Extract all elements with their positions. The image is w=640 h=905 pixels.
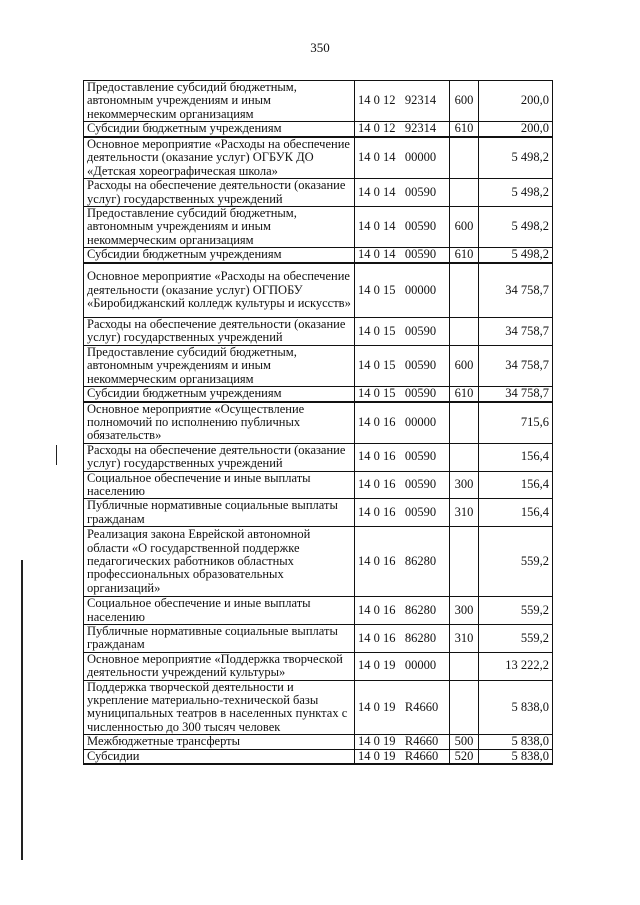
row-type: [450, 179, 479, 207]
table-row: [84, 624, 553, 652]
table-row: [84, 345, 553, 386]
row-amount: 5 498,2: [479, 206, 553, 247]
row-type: 300: [450, 471, 479, 499]
row-name: Основное мероприятие «Расходы на обеспечение деятельности (оказание услуг) ОГПОБУ «Биробиджанский колледж культуры и искусств»: [84, 263, 355, 318]
row-type: 600: [450, 345, 479, 386]
row-name: Субсидии: [84, 749, 355, 764]
row-amount: 5 838,0: [479, 749, 553, 764]
table-row: [84, 597, 553, 625]
row-name: Расходы на обеспечение деятельности (оказание услуг) государственных учреждений: [84, 318, 355, 346]
row-name: Субсидии бюджетным учреждениям: [84, 387, 355, 402]
table-row: [84, 402, 553, 444]
row-type: 310: [450, 499, 479, 527]
row-name: Основное мероприятие «Осуществление полномочий по исполнению публичных обязательств»: [84, 402, 355, 444]
row-code: 14 0 14 00590: [355, 248, 450, 263]
table-row: [84, 471, 553, 499]
row-amount: 559,2: [479, 527, 553, 597]
row-code: 14 0 14 00590: [355, 179, 450, 207]
row-code: 14 0 16 86280: [355, 624, 450, 652]
table-row: [84, 652, 553, 680]
row-name: Субсидии бюджетным учреждениям: [84, 248, 355, 263]
budget-table: [83, 80, 553, 765]
row-code: 14 0 19 R4660: [355, 749, 450, 764]
row-code: 14 0 15 00590: [355, 318, 450, 346]
row-type: 600: [450, 206, 479, 247]
row-amount: 5 838,0: [479, 680, 553, 735]
row-code: 14 0 14 00590: [355, 206, 450, 247]
row-amount: 5 498,2: [479, 248, 553, 263]
row-type: [450, 402, 479, 444]
table-row: [84, 263, 553, 318]
table-row: [84, 443, 553, 471]
row-amount: 200,0: [479, 122, 553, 137]
row-code: 14 0 12 92314: [355, 81, 450, 122]
table-row: [84, 248, 553, 263]
row-amount: 5 498,2: [479, 179, 553, 207]
row-name: Предоставление субсидий бюджетным, автономным учреждениям и иным некоммерческим организациям: [84, 206, 355, 247]
row-amount: 559,2: [479, 597, 553, 625]
row-code: 14 0 15 00590: [355, 387, 450, 402]
row-name: Расходы на обеспечение деятельности (оказание услуг) государственных учреждений: [84, 179, 355, 207]
table-row: [84, 318, 553, 346]
row-code: 14 0 16 00000: [355, 402, 450, 444]
row-amount: 5 498,2: [479, 137, 553, 179]
row-code: 14 0 19 00000: [355, 652, 450, 680]
row-amount: 156,4: [479, 443, 553, 471]
row-type: 610: [450, 248, 479, 263]
budget-table-body: [84, 81, 553, 765]
row-amount: 34 758,7: [479, 263, 553, 318]
margin-mark: [56, 445, 57, 465]
row-type: [450, 318, 479, 346]
row-code: 14 0 16 00590: [355, 499, 450, 527]
row-code: 14 0 15 00000: [355, 263, 450, 318]
table-row: [84, 122, 553, 137]
row-code: 14 0 12 92314: [355, 122, 450, 137]
row-code: 14 0 19 R4660: [355, 735, 450, 749]
row-type: [450, 527, 479, 597]
row-name: Основное мероприятие «Расходы на обеспечение деятельности (оказание услуг) ОГБУК ДО «Детская хореографическая школа»: [84, 137, 355, 179]
row-type: [450, 652, 479, 680]
row-amount: 156,4: [479, 471, 553, 499]
row-code: 14 0 16 00590: [355, 471, 450, 499]
row-name: Субсидии бюджетным учреждениям: [84, 122, 355, 137]
row-type: [450, 263, 479, 318]
row-amount: 715,6: [479, 402, 553, 444]
margin-mark: [21, 560, 23, 860]
table-row: [84, 680, 553, 735]
row-amount: 156,4: [479, 499, 553, 527]
row-amount: 34 758,7: [479, 345, 553, 386]
row-amount: 34 758,7: [479, 318, 553, 346]
row-code: 14 0 19 R4660: [355, 680, 450, 735]
row-type: [450, 680, 479, 735]
row-type: 500: [450, 735, 479, 749]
row-type: 310: [450, 624, 479, 652]
row-type: [450, 443, 479, 471]
row-name: Публичные нормативные социальные выплаты гражданам: [84, 499, 355, 527]
row-amount: 34 758,7: [479, 387, 553, 402]
row-code: 14 0 16 86280: [355, 527, 450, 597]
table-row: [84, 81, 553, 122]
table-row: [84, 137, 553, 179]
row-amount: 559,2: [479, 624, 553, 652]
row-name: Предоставление субсидий бюджетным, автономным учреждениям и иным некоммерческим организациям: [84, 81, 355, 122]
row-name: Социальное обеспечение и иные выплаты населению: [84, 471, 355, 499]
row-name: Основное мероприятие «Поддержка творческой деятельности учреждений культуры»: [84, 652, 355, 680]
row-name: Межбюджетные трансферты: [84, 735, 355, 749]
row-type: 600: [450, 81, 479, 122]
row-name: Социальное обеспечение и иные выплаты населению: [84, 597, 355, 625]
table-row: [84, 499, 553, 527]
row-name: Поддержка творческой деятельности и укрепление материально-технической базы муниципальных театров в населенных пунктах с численностью до 300 тысяч человек: [84, 680, 355, 735]
row-name: Реализация закона Еврейской автономной области «О государственной поддержке педагогических работников областных профессиональных образовательных организаций»: [84, 527, 355, 597]
row-code: 14 0 16 00590: [355, 443, 450, 471]
row-type: [450, 137, 479, 179]
row-type: 520: [450, 749, 479, 764]
row-name: Расходы на обеспечение деятельности (оказание услуг) государственных учреждений: [84, 443, 355, 471]
table-row: [84, 735, 553, 749]
table-row: [84, 749, 553, 764]
row-code: 14 0 14 00000: [355, 137, 450, 179]
row-type: 610: [450, 387, 479, 402]
row-type: 300: [450, 597, 479, 625]
row-amount: 200,0: [479, 81, 553, 122]
row-amount: 13 222,2: [479, 652, 553, 680]
table-row: [84, 206, 553, 247]
row-name: Предоставление субсидий бюджетным, автономным учреждениям и иным некоммерческим организациям: [84, 345, 355, 386]
row-code: 14 0 16 86280: [355, 597, 450, 625]
page-number: 350: [310, 40, 330, 55]
table-row: [84, 387, 553, 402]
row-name: Публичные нормативные социальные выплаты гражданам: [84, 624, 355, 652]
row-amount: 5 838,0: [479, 735, 553, 749]
row-code: 14 0 15 00590: [355, 345, 450, 386]
row-type: 610: [450, 122, 479, 137]
table-row: [84, 179, 553, 207]
table-row: [84, 527, 553, 597]
